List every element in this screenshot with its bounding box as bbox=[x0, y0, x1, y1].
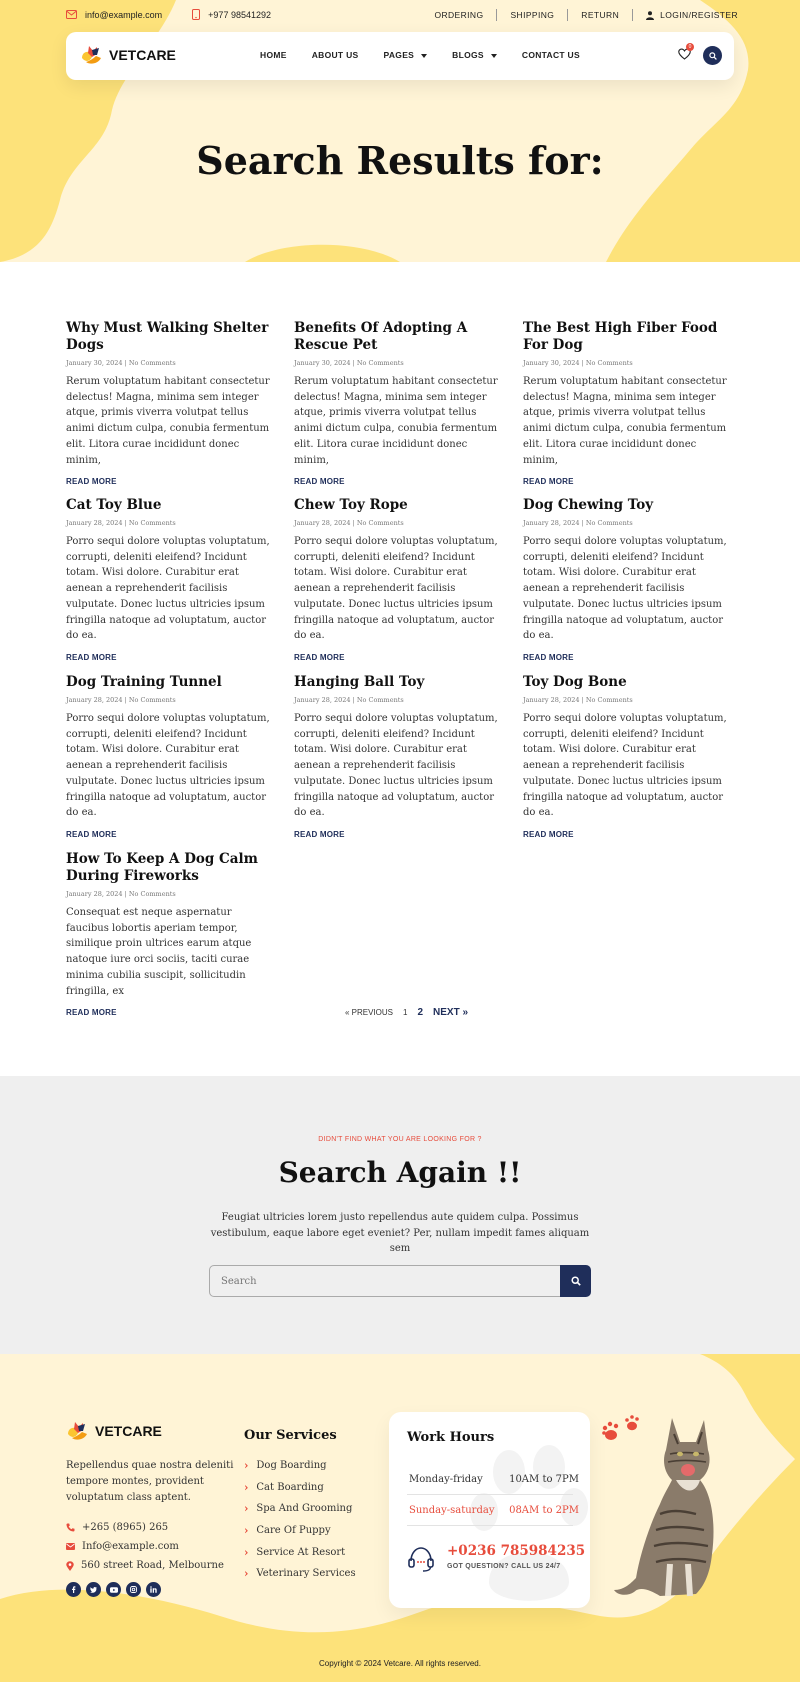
chevron-right-icon: › bbox=[244, 1459, 249, 1473]
cat-illustration bbox=[600, 1414, 730, 1604]
search-icon bbox=[571, 1276, 581, 1286]
post-excerpt: Porro sequi dolore voluptas voluptatum, corrupti, deleniti eleifend? Incidunt totam. Wisi dolore. Curabitur erat aenean a reprehenderit facilisis vulputate. Donec luctus ultricies ipsum fringilla natoque ad voluptatum, auctor do ea. bbox=[294, 713, 498, 819]
service-label: Care Of Puppy bbox=[256, 1525, 331, 1537]
post-excerpt: Porro sequi dolore voluptas voluptatum, corrupti, deleniti eleifend? Incidunt totam. Wisi dolore. Curabitur erat aenean a reprehenderit facilisis vulputate. Donec luctus ultricies ipsum fringilla natoque ad voluptatum, auctor do ea. bbox=[523, 536, 727, 642]
topbar-phone-text: +977 98541292 bbox=[208, 9, 271, 20]
post-title[interactable]: Toy Dog Bone bbox=[523, 674, 627, 690]
search-again-title: Search Again !! bbox=[278, 1156, 522, 1189]
footer-address bbox=[66, 1556, 224, 1575]
service-link-puppy-care[interactable] bbox=[244, 1520, 356, 1542]
header-search-button[interactable] bbox=[703, 46, 722, 65]
search-form bbox=[209, 1265, 591, 1297]
chevron-down-icon bbox=[421, 54, 427, 58]
post-meta: January 28, 2024 | No Comments bbox=[294, 696, 404, 704]
post-excerpt: Porro sequi dolore voluptas voluptatum, corrupti, deleniti eleifend? Incidunt totam. Wisi dolore. Curabitur erat aenean a reprehenderit facilisis vulputate. Donec luctus ultricies ipsum fringilla natoque ad voluptatum, auctor do ea. bbox=[66, 536, 270, 642]
topbar-email[interactable] bbox=[66, 9, 162, 20]
topbar-phone[interactable] bbox=[192, 9, 271, 20]
read-more-link[interactable]: READ MORE bbox=[66, 477, 117, 487]
post-excerpt: Rerum voluptatum habitant consectetur delectus! Magna, minima sem integer atque, primis viverra volutpat tellus animi dictum culpa, conubia fermentum elit. Litora curae incididunt donec minim, bbox=[66, 376, 270, 466]
nav-pages-label: PAGES bbox=[383, 50, 415, 60]
twitter-icon[interactable] bbox=[86, 1582, 101, 1597]
nav-about-us[interactable]: ABOUT US bbox=[311, 50, 359, 60]
post-card bbox=[66, 851, 276, 1017]
read-more-link[interactable]: READ MORE bbox=[294, 477, 345, 487]
mobile-phone-icon bbox=[192, 9, 200, 20]
login-register-link[interactable] bbox=[633, 10, 738, 20]
vetcare-logo-icon bbox=[66, 1420, 90, 1442]
service-link-spa-grooming[interactable] bbox=[244, 1498, 356, 1520]
post-card bbox=[66, 497, 276, 662]
user-icon bbox=[646, 11, 654, 20]
post-meta: January 28, 2024 | No Comments bbox=[523, 696, 633, 704]
weekday-label: Monday-friday bbox=[409, 1474, 483, 1485]
post-meta: January 28, 2024 | No Comments bbox=[294, 519, 404, 527]
services-heading: Our Services bbox=[244, 1428, 337, 1443]
footer-email-text: Info@example.com bbox=[82, 1541, 179, 1552]
footer-logo[interactable] bbox=[66, 1420, 162, 1442]
post-excerpt: Consequat est neque aspernatur faucibus lobortis aperiam tempor, similique proin ultrices earum atque natoque iure orci sociis, taciti curae minima cubilia suscipit, sollicitudin fringilla, ex bbox=[66, 907, 252, 997]
weekend-hours: 08AM to 2PM bbox=[509, 1505, 579, 1516]
service-label: Dog Boarding bbox=[256, 1460, 327, 1472]
service-label: Veterinary Services bbox=[256, 1568, 356, 1580]
post-excerpt: Porro sequi dolore voluptas voluptatum, corrupti, deleniti eleifend? Incidunt totam. Wisi dolore. Curabitur erat aenean a reprehenderit facilisis vulputate. Donec luctus ultricies ipsum fringilla natoque ad voluptatum, auctor do ea. bbox=[294, 536, 498, 642]
brand-name: VETCARE bbox=[109, 47, 176, 63]
nav-pages[interactable] bbox=[384, 50, 428, 60]
hours-row-weekend bbox=[409, 1505, 579, 1516]
footer-brand-name: VETCARE bbox=[95, 1423, 162, 1439]
pagination bbox=[345, 1007, 468, 1018]
search-again-section bbox=[0, 1076, 800, 1354]
search-submit-button[interactable] bbox=[560, 1265, 591, 1297]
hotline-number[interactable]: +0236 785984235 bbox=[447, 1543, 586, 1559]
topbar-link-return[interactable]: RETURN bbox=[581, 10, 620, 20]
topbar-email-text: info@example.com bbox=[85, 9, 163, 20]
weekend-label: Sunday-saturday bbox=[409, 1505, 495, 1516]
primary-nav bbox=[260, 50, 580, 60]
post-meta: January 28, 2024 | No Comments bbox=[66, 890, 176, 898]
hero-section bbox=[0, 0, 800, 262]
search-input[interactable] bbox=[209, 1265, 561, 1297]
nav-contact-us[interactable]: CONTACT US bbox=[521, 50, 580, 60]
read-more-link[interactable]: READ MORE bbox=[66, 652, 117, 662]
post-card bbox=[523, 497, 733, 662]
post-card bbox=[523, 674, 733, 839]
footer-address-text: 560 street Road, Melbourne bbox=[81, 1560, 224, 1571]
chevron-right-icon: › bbox=[244, 1480, 249, 1494]
post-excerpt: Porro sequi dolore voluptas voluptatum, corrupti, deleniti eleifend? Incidunt totam. Wisi dolore. Curabitur erat aenean a reprehenderit facilisis vulputate. Donec luctus ultricies ipsum fringilla natoque ad voluptatum, auctor do ea. bbox=[66, 713, 270, 819]
post-title[interactable]: Dog Training Tunnel bbox=[66, 674, 222, 690]
pagination-page-2-current: 2 bbox=[417, 1007, 424, 1018]
read-more-link[interactable]: READ MORE bbox=[523, 477, 574, 487]
service-link-dog-boarding[interactable] bbox=[244, 1455, 356, 1477]
vetcare-logo-icon bbox=[80, 44, 104, 66]
chevron-right-icon: › bbox=[244, 1567, 249, 1581]
read-more-link[interactable]: READ MORE bbox=[523, 652, 574, 662]
post-excerpt: Rerum voluptatum habitant consectetur delectus! Magna, minima sem integer atque, primis viverra volutpat tellus animi dictum culpa, conubia fermentum elit. Litora curae incididunt donec minim, bbox=[294, 376, 498, 466]
post-title[interactable]: How To Keep A Dog Calm During Fireworks bbox=[66, 851, 258, 884]
hours-row-weekday bbox=[409, 1474, 579, 1485]
post-meta: January 28, 2024 | No Comments bbox=[66, 696, 176, 704]
read-more-link[interactable]: READ MORE bbox=[66, 829, 117, 839]
work-hours-heading: Work Hours bbox=[407, 1430, 495, 1445]
post-excerpt: Porro sequi dolore voluptas voluptatum, corrupti, deleniti eleifend? Incidunt totam. Wisi dolore. Curabitur erat aenean a reprehenderit facilisis vulputate. Donec luctus ultricies ipsum fringilla natoque ad voluptatum, auctor do ea. bbox=[523, 713, 727, 819]
mail-icon bbox=[66, 1543, 75, 1550]
weekday-hours: 10AM to 7PM bbox=[509, 1474, 579, 1485]
post-card bbox=[66, 320, 276, 486]
post-meta: January 28, 2024 | No Comments bbox=[66, 519, 176, 527]
service-link-resort[interactable] bbox=[244, 1541, 356, 1563]
wishlist-button[interactable] bbox=[678, 44, 692, 65]
service-label: Service At Resort bbox=[256, 1546, 346, 1558]
service-link-cat-boarding[interactable] bbox=[244, 1477, 356, 1499]
post-title[interactable]: Chew Toy Rope bbox=[294, 497, 408, 513]
main-navbar bbox=[66, 32, 734, 80]
post-card bbox=[523, 320, 733, 486]
copyright-text: Copyright © 2024 Vetcare. All rights reserved. bbox=[319, 1659, 481, 1668]
nav-blogs-label: BLOGS bbox=[452, 50, 484, 60]
footer-phone[interactable] bbox=[66, 1518, 224, 1537]
post-card bbox=[294, 320, 504, 486]
hours-divider bbox=[407, 1494, 573, 1495]
instagram-icon[interactable] bbox=[126, 1582, 141, 1597]
chevron-down-icon bbox=[491, 54, 497, 58]
post-excerpt: Rerum voluptatum habitant consectetur delectus! Magna, minima sem integer atque, primis viverra volutpat tellus animi dictum culpa, conubia fermentum elit. Litora curae incididunt donec minim, bbox=[523, 376, 727, 466]
footer-email[interactable] bbox=[66, 1537, 224, 1556]
chevron-right-icon: › bbox=[244, 1524, 249, 1538]
site-footer bbox=[0, 1354, 800, 1682]
post-card bbox=[294, 674, 504, 839]
youtube-icon[interactable] bbox=[106, 1582, 121, 1597]
post-meta: January 30, 2024 | No Comments bbox=[294, 359, 404, 367]
hours-divider bbox=[407, 1525, 573, 1526]
search-again-description: Feugiat ultricies lorem justo repellendus aute quidem culpa. Possimus vestibulum, eaque labore eget eveniet? Per, nullam impedit fames aliquam sem bbox=[210, 1212, 590, 1254]
chevron-right-icon: › bbox=[244, 1545, 249, 1559]
page-title: Search Results for: bbox=[196, 138, 604, 183]
location-pin-icon bbox=[66, 1561, 74, 1571]
pagination-previous[interactable]: « PREVIOUS bbox=[345, 1008, 394, 1017]
topbar-link-ordering[interactable]: ORDERING bbox=[434, 10, 484, 20]
post-title[interactable]: Dog Chewing Toy bbox=[523, 497, 654, 513]
pagination-next[interactable]: NEXT » bbox=[433, 1007, 469, 1018]
topbar-link-shipping[interactable]: SHIPPING bbox=[510, 10, 555, 20]
social-links bbox=[66, 1582, 161, 1597]
post-title[interactable]: The Best High Fiber Food For Dog bbox=[523, 320, 718, 353]
read-more-link[interactable]: READ MORE bbox=[294, 652, 345, 662]
footer-contact-list bbox=[66, 1518, 224, 1575]
post-title[interactable]: Cat Toy Blue bbox=[66, 497, 162, 513]
linkedin-icon[interactable] bbox=[146, 1582, 161, 1597]
pagination-page-1[interactable]: 1 bbox=[403, 1008, 408, 1017]
chevron-right-icon: › bbox=[244, 1502, 249, 1516]
service-label: Spa And Grooming bbox=[256, 1503, 353, 1515]
hotline-caption: GOT QUESTION? CALL US 24/7 bbox=[447, 1563, 561, 1570]
post-title[interactable]: Benefits Of Adopting A Rescue Pet bbox=[294, 320, 468, 353]
post-title[interactable]: Hanging Ball Toy bbox=[294, 674, 425, 690]
mail-icon bbox=[66, 10, 77, 19]
read-more-link[interactable]: READ MORE bbox=[294, 829, 345, 839]
read-more-link[interactable]: READ MORE bbox=[66, 1008, 117, 1018]
service-link-veterinary[interactable] bbox=[244, 1563, 356, 1585]
post-meta: January 30, 2024 | No Comments bbox=[66, 359, 176, 367]
footer-about-text: Repellendus quae nostra deleniti tempore montes, provident voluptatum class aptent. bbox=[66, 1460, 234, 1503]
top-bar bbox=[0, 0, 800, 30]
work-hours-card bbox=[389, 1412, 590, 1608]
post-meta: January 28, 2024 | No Comments bbox=[523, 519, 633, 527]
site-logo[interactable] bbox=[80, 44, 176, 66]
facebook-icon[interactable] bbox=[66, 1582, 81, 1597]
post-card bbox=[66, 674, 276, 839]
footer-services bbox=[244, 1428, 356, 1585]
nav-home[interactable]: HOME bbox=[260, 50, 287, 60]
post-meta: January 30, 2024 | No Comments bbox=[523, 359, 633, 367]
login-register-label: LOGIN/REGISTER bbox=[660, 10, 738, 20]
search-icon bbox=[709, 52, 717, 60]
search-again-kicker: DIDN'T FIND WHAT YOU ARE LOOKING FOR ? bbox=[318, 1136, 482, 1143]
headset-icon bbox=[406, 1544, 436, 1574]
nav-blogs[interactable] bbox=[452, 50, 497, 60]
phone-icon bbox=[66, 1523, 75, 1532]
wishlist-count-badge: 0 bbox=[686, 43, 694, 51]
post-title[interactable]: Why Must Walking Shelter Dogs bbox=[66, 320, 269, 353]
service-label: Cat Boarding bbox=[256, 1481, 324, 1493]
post-card bbox=[294, 497, 504, 662]
footer-phone-text: +265 (8965) 265 bbox=[82, 1522, 169, 1533]
read-more-link[interactable]: READ MORE bbox=[523, 829, 574, 839]
